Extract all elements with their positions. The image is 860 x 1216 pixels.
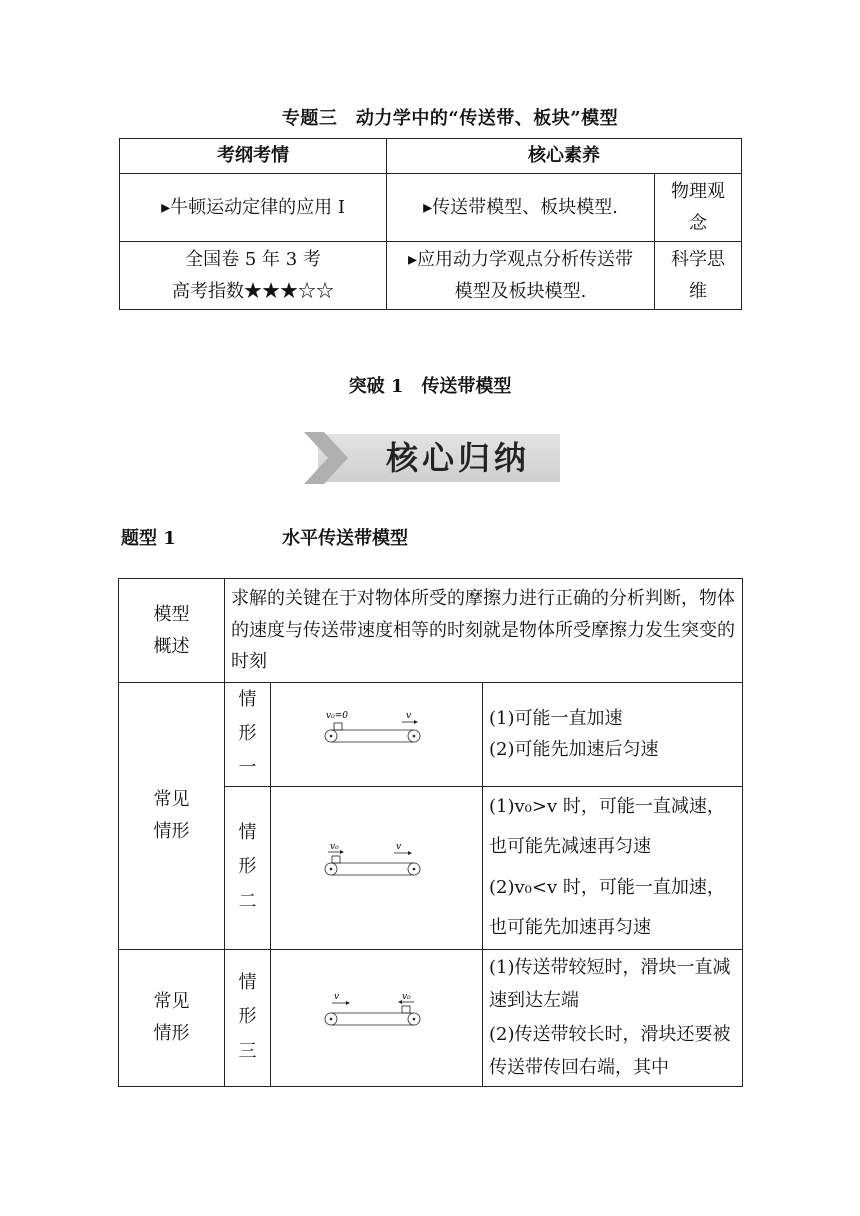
conveyor-belt-diagram xyxy=(322,840,432,884)
diagram-left-label: v₀=0 xyxy=(325,711,348,722)
case-line: (1)传送带较短时，滑块一直减速到达左端 xyxy=(489,956,731,1012)
diagram-left-label: v xyxy=(333,992,339,1003)
outline-cell: ▸牛顿运动定律的应用 Ⅰ xyxy=(120,174,387,242)
diagram-right-label: v xyxy=(405,711,411,722)
type-label: 题型 1 xyxy=(121,528,176,549)
type-name: 水平传送带模型 xyxy=(282,528,408,549)
header-outline: 考纲考情 xyxy=(120,139,387,174)
case-label: 情形三 xyxy=(225,949,271,1086)
belt-diagram xyxy=(271,683,483,787)
exam-index: 高考指数★★★☆☆ xyxy=(172,280,334,302)
case-line: (2)v₀<v 时，可能一直加速，也可能先加速再匀速 xyxy=(489,876,725,939)
case-line: (2)传送带较长时，滑块还要被传送带传回右端，其中 xyxy=(489,1023,731,1078)
section-title: 突破 1 传送带模型 xyxy=(348,376,512,397)
common-label: 常见情形 xyxy=(119,949,225,1086)
belt-diagram xyxy=(271,786,483,949)
belt-diagram xyxy=(271,949,483,1086)
case-description xyxy=(483,949,743,1086)
diagram-right-label: v xyxy=(395,842,401,853)
category-cell: 物理观念 xyxy=(655,174,742,242)
common-label: 常见情形 xyxy=(119,683,225,950)
banner-text: 核心归纳 xyxy=(385,439,530,477)
case-description xyxy=(483,786,743,949)
diagram-right-label: v₀ xyxy=(401,992,411,1003)
case-label: 情形一 xyxy=(225,683,271,787)
exam-count: 全国卷 5 年 3 考 xyxy=(185,249,321,270)
chevron-right-icon xyxy=(304,432,360,484)
case-line: (1)可能一直加速 xyxy=(489,707,623,729)
literacy-cell: ▸应用动力学观点分析传送带模型及板块模型. xyxy=(387,242,655,310)
case-label: 情形二 xyxy=(225,786,271,949)
model-table xyxy=(118,578,743,1087)
conveyor-belt-diagram xyxy=(322,990,432,1034)
section-banner xyxy=(304,432,560,484)
case-description xyxy=(483,683,743,787)
diagram-left-label: v₀ xyxy=(329,842,339,853)
overview-label: 模型概述 xyxy=(119,579,225,683)
category-cell: 科学思维 xyxy=(655,242,742,310)
case-line: (1)v₀>v 时，可能一直减速，也可能先减速再匀速 xyxy=(489,795,725,858)
page-title: 专题三 动力学中的“传送带、板块”模型 xyxy=(281,108,619,129)
overview-table xyxy=(119,138,742,310)
outline-cell xyxy=(120,242,387,310)
header-literacy: 核心素养 xyxy=(387,139,742,174)
literacy-cell: ▸传送带模型、板块模型. xyxy=(387,174,655,242)
case-line: (2)可能先加速后匀速 xyxy=(489,739,659,761)
conveyor-belt-diagram xyxy=(322,709,432,749)
overview-text: 求解的关键在于对物体所受的摩擦力进行正确的分析判断，物体的速度与传送带速度相等的时刻就是物体所受摩擦力发生突变的时刻 xyxy=(225,579,743,683)
